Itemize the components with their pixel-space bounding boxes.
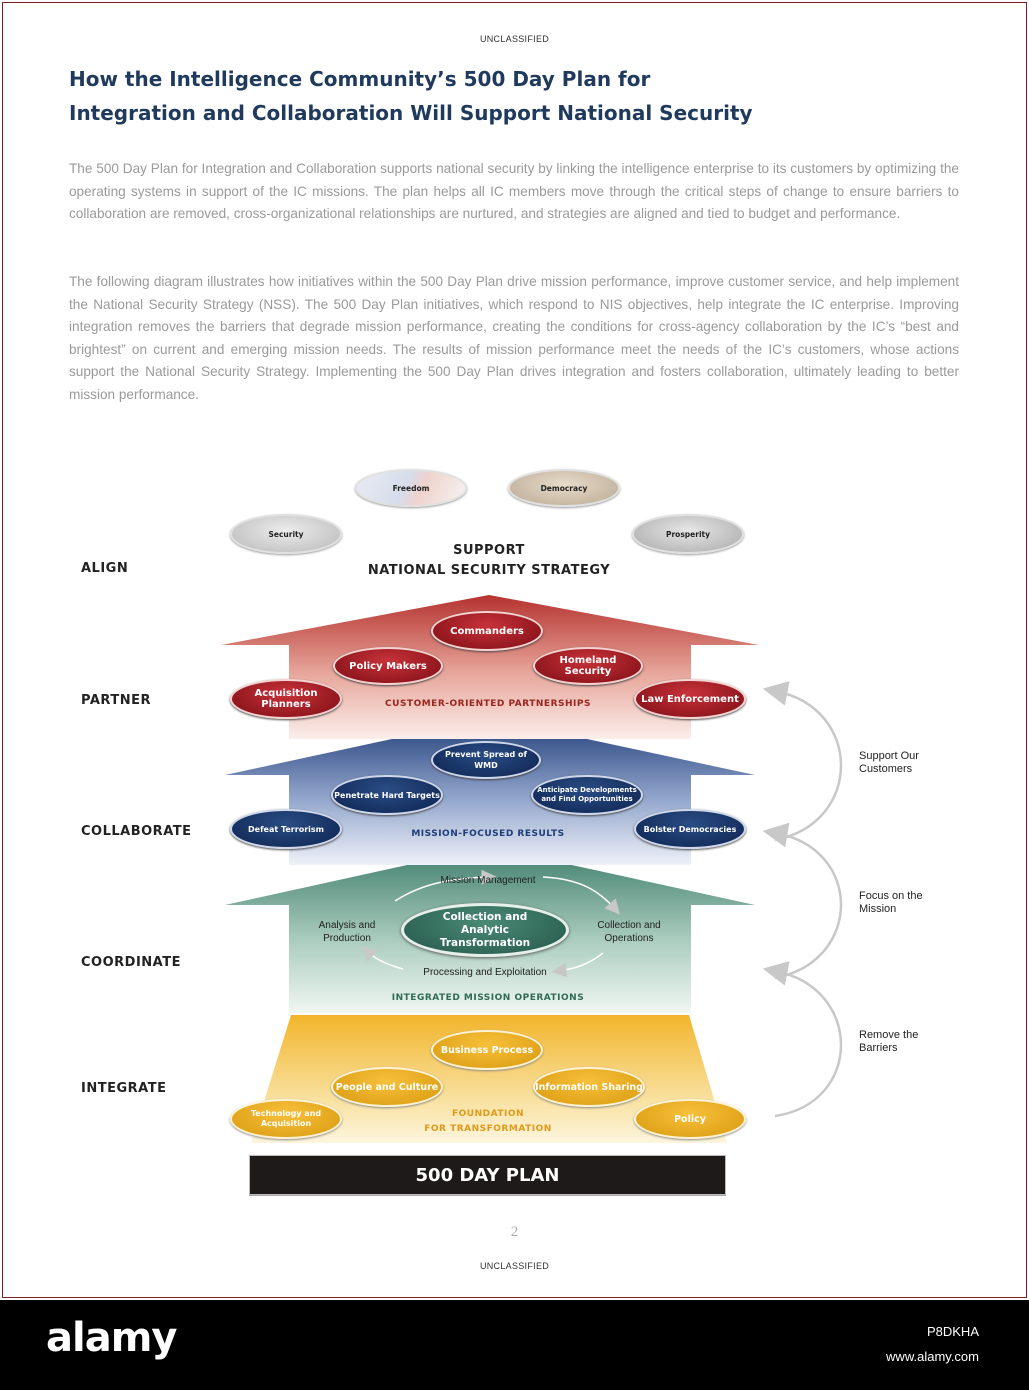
support-nss-heading bbox=[319, 541, 659, 581]
alamy-logo: alamy bbox=[46, 1315, 177, 1361]
arrow-remove-barriers bbox=[775, 971, 841, 1116]
value-democracy: Democracy bbox=[508, 469, 620, 507]
mission-bolster-democracies: Bolster Democracies bbox=[634, 809, 746, 849]
mission-defeat-terrorism: Defeat Terrorism bbox=[230, 809, 342, 849]
foundation-people-culture: People and Culture bbox=[331, 1067, 443, 1107]
arrow-focus-mission bbox=[775, 833, 841, 978]
customer-acquisition-planners: Acquisition Planners bbox=[230, 679, 342, 719]
ops-collection-analytic-transformation: Collection and Analytic Transformation bbox=[401, 903, 569, 957]
arrow-support-customers bbox=[775, 691, 841, 840]
classification-footer: UNCLASSIFIED bbox=[479, 1261, 550, 1271]
mission-prevent-wmd: Prevent Spread of WMD bbox=[431, 741, 541, 779]
level-coordinate: COORDINATE bbox=[81, 955, 181, 970]
ops-analysis-production: Analysis and Production bbox=[318, 920, 376, 944]
foundation-technology-acquisition: Technology and Acquisition bbox=[230, 1099, 342, 1139]
customer-policy-makers: Policy Makers bbox=[333, 647, 443, 685]
watermark-url: www.alamy.com bbox=[886, 1349, 979, 1364]
foundation-business-process: Business Process bbox=[431, 1030, 543, 1070]
foundation-label-line1: FOUNDATION bbox=[451, 1109, 525, 1119]
customer-homeland-security: Homeland Security bbox=[533, 647, 643, 685]
plan-foundation-bar bbox=[249, 1155, 726, 1195]
support-line: SUPPORT bbox=[453, 543, 525, 558]
foundation-policy: Policy bbox=[634, 1099, 746, 1139]
level-align: ALIGN bbox=[81, 561, 129, 576]
operations-band-label: INTEGRATED MISSION OPERATIONS bbox=[391, 993, 585, 1003]
foundation-band-label bbox=[383, 1107, 593, 1137]
page-title-line2: Integration and Collaboration Will Support National Security bbox=[69, 101, 753, 125]
page-title-line1: How the Intelligence Community’s 500 Day Plan for bbox=[69, 67, 651, 91]
value-security: Security bbox=[230, 514, 342, 554]
customer-law-enforcement: Law Enforcement bbox=[634, 679, 746, 719]
plan-label: 500 DAY PLAN bbox=[415, 1164, 560, 1186]
document-page bbox=[2, 2, 1027, 1298]
value-prosperity: Prosperity bbox=[632, 514, 744, 554]
partner-band-label: CUSTOMER-ORIENTED PARTNERSHIPS bbox=[385, 699, 591, 709]
note-support-customers: Support Our Customers bbox=[859, 750, 919, 775]
page-number: 2 bbox=[510, 1224, 519, 1240]
level-partner: PARTNER bbox=[81, 693, 151, 708]
mission-band-label: MISSION-FOCUSED RESULTS bbox=[411, 829, 565, 839]
image-id: P8DKHA bbox=[926, 1324, 979, 1339]
nss-line: NATIONAL SECURITY STRATEGY bbox=[367, 563, 611, 578]
diagram-description-paragraph: The following diagram illustrates how initiatives within the 500 Day Plan drive mission performance, improve customer service, and help implement the National Security Strategy (NSS). The 500 Day Plan initiatives, which respond to NIS objectives, help integrate the IC enterprise. Improving integration removes the barriers that degrade mission performance, creating the conditions for cross-agency collaboration by the IC’s “best and brightest” on current and emerging mission needs. The results of mission performance meet the needs of the IC’s customers, whose actions support the National Security Strategy. Implementing the 500 Day Plan drives integration and fosters collaboration, ultimately leading to better mission performance. bbox=[69, 274, 959, 402]
foundation-information-sharing: Information Sharing bbox=[533, 1067, 645, 1107]
intro-paragraph: The 500 Day Plan for Integration and Collaboration supports national security by linking the intelligence enterprise to its customers by optimizing the operating systems in support of the IC missions. The plan helps all IC members move through the critical steps of change to ensure barriers to collaboration are removed, cross-organizational relationships are nurtured, and strategies are aligned and tied to budget and performance. bbox=[69, 161, 959, 221]
ops-collection-operations: Collection and Operations bbox=[597, 920, 661, 944]
customer-commanders: Commanders bbox=[431, 611, 543, 651]
ops-mission-management: Mission Management bbox=[440, 875, 536, 886]
note-remove-barriers: Remove the Barriers bbox=[859, 1029, 919, 1054]
level-collaborate: COLLABORATE bbox=[81, 824, 192, 839]
value-freedom: Freedom bbox=[355, 469, 467, 507]
mission-penetrate-targets: Penetrate Hard Targets bbox=[331, 775, 443, 815]
foundation-label-line2: FOR TRANSFORMATION bbox=[424, 1124, 552, 1134]
ops-processing-exploitation: Processing and Exploitation bbox=[423, 967, 547, 978]
note-focus-mission: Focus on the Mission bbox=[859, 890, 923, 915]
mission-anticipate-developments: Anticipate Developments and Find Opportunities bbox=[531, 775, 643, 815]
stock-watermark-bar bbox=[0, 1300, 1029, 1390]
level-integrate: INTEGRATE bbox=[81, 1081, 167, 1096]
classification-header: UNCLASSIFIED bbox=[479, 34, 550, 44]
